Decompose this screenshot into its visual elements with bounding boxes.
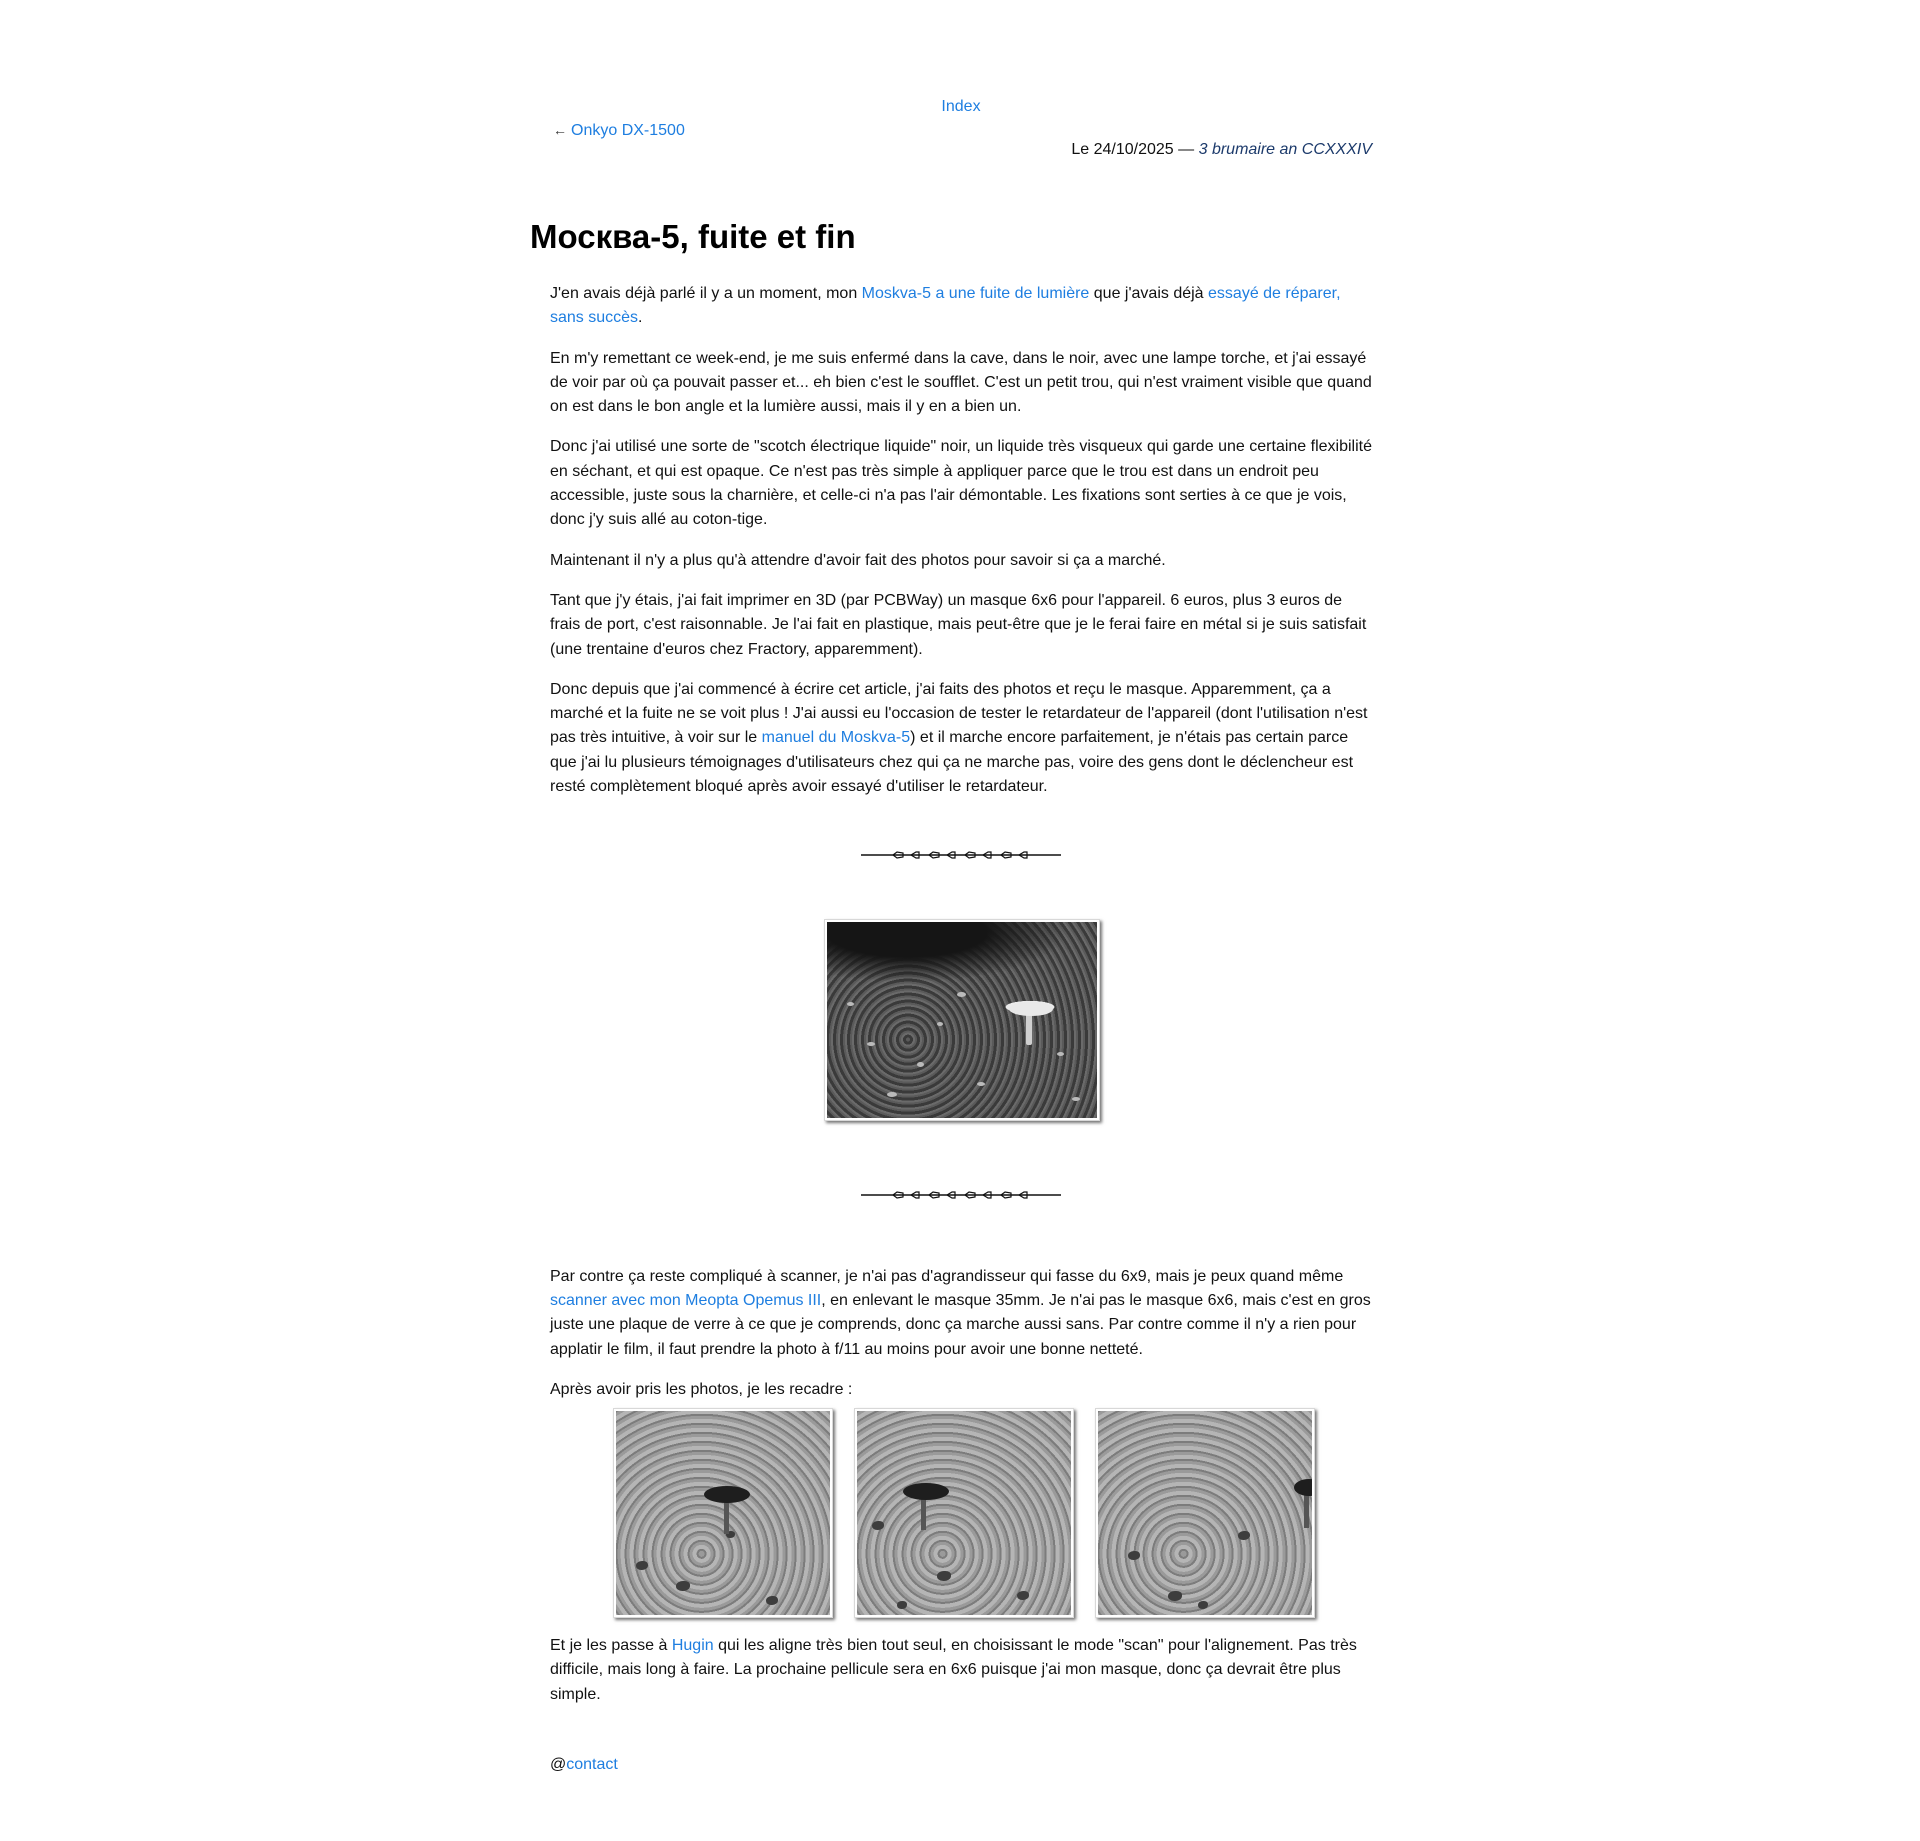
article-body (550, 282, 1372, 1777)
text: . (638, 309, 643, 327)
previous-article-link[interactable]: Onkyo DX-1500 (571, 122, 685, 139)
text: qui les aligne très bien tout seul, en choisissant le mode "scan" pour l'alignement. Pas très difficile, mais long à faire. La prochaine pellicule sera en 6x6 puisque j'ai mon masque, donc ça devrait être plus simple. (550, 1637, 1357, 1703)
moskva-manual-link[interactable]: manuel du Moskva-5 (761, 729, 911, 747)
contact-footer (550, 1753, 1372, 1777)
meopta-scan-link[interactable]: scanner avec mon Meopta Opemus III (550, 1291, 822, 1309)
paragraph: Après avoir pris les photos, je les recadre : (550, 1380, 853, 1398)
text: Par contre ça reste compliqué à scanner, je n'ai pas d'agrandisseur qui fasse du 6x9, mais je peux quand même (550, 1267, 1344, 1285)
main-photo-frame[interactable] (824, 919, 1100, 1121)
scan-photo-2[interactable] (857, 1411, 1071, 1615)
mushroom-photo[interactable] (827, 922, 1097, 1118)
light-leak-link[interactable]: Moskva-5 a une fuite de lumière (861, 285, 1090, 302)
index-link[interactable]: Index (941, 98, 981, 115)
text: ) et il marche encore parfaitement, je n'étais pas certain parce que j'ai lu plusieurs témoignages d'utilisateurs chez qui ça ne marche pas, voire des gens dont le déclencheur est resté complètement bloqué après avoir essayé d'utiliser le retardateur. (550, 729, 1354, 796)
scan-photo-3[interactable] (1098, 1411, 1312, 1615)
contact-link[interactable]: contact (566, 1756, 618, 1774)
paragraph: En m'y remettant ce week-end, je me suis enfermé dans la cave, dans le noir, avec une lampe torche, et j'ai essayé de voir par où ça pouvait passer et... eh bien c'est le soufflet. C'est un petit trou, qui n'est vraiment visible que quand on est dans le bon angle et la lumière aussi, mais il y en a bien un. (550, 349, 1372, 416)
ornament-divider-icon (861, 1187, 1061, 1201)
text: J'en avais déjà parlé il y a un moment, mon (550, 285, 862, 302)
section-divider (550, 847, 1372, 861)
left-arrow-icon: ← (553, 122, 567, 138)
paragraph (550, 1634, 1372, 1707)
at-sign: @ (550, 1756, 567, 1774)
text: Donc depuis que j'ai commencé à écrire cet article, j'ai faits des photos et reçu le masque. Apparemment, ça a marché et la fuite ne se voit plus ! J'ai aussi eu l'occasion de tester le retardateur de l'appareil (dont l'utilisation n'est pas très intuitive, à voir sur le (550, 680, 1368, 747)
scan-photo-frame[interactable] (1095, 1408, 1315, 1618)
scan-photo-1[interactable] (616, 1411, 830, 1615)
repair-attempt-link[interactable]: essayé de réparer, sans succès (550, 285, 1341, 327)
index-nav (530, 98, 1392, 116)
text: , en enlevant le masque 35mm. Je n'ai pas le masque 6x6, mais c'est en gros juste une plaque de verre à ce que je comprends, donc ça marche aussi sans. Par contre comme il n'y a rien pour applatir le film, il faut prendre la photo à f/11 au moins pour avoir une bonne netteté. (550, 1291, 1371, 1358)
publication-date (1071, 141, 1372, 159)
section-divider (550, 1187, 1372, 1201)
scan-photo-frame[interactable] (854, 1408, 1074, 1618)
gregorian-date: Le 24/10/2025 — (1071, 141, 1199, 158)
paragraph (550, 1265, 1372, 1362)
previous-article-nav (553, 122, 685, 140)
paragraph (550, 678, 1372, 799)
scan-photos-row (550, 1408, 1372, 1618)
ornament-divider-icon (861, 847, 1061, 861)
scan-photo-frame[interactable] (613, 1408, 833, 1618)
text: que j'avais déjà (1089, 285, 1209, 302)
text: Et je les passe à (550, 1637, 672, 1655)
paragraph: Tant que j'y étais, j'ai fait imprimer en 3D (par PCBWay) un masque 6x6 pour l'appareil. 6 euros, plus 3 euros de frais de port, c'est raisonnable. Je l'ai fait en plastique, mais peut-être que je le ferai faire en métal si je suis satisfait (une trentaine d'euros chez Fractory, apparemment). (550, 591, 1367, 658)
republican-date: 3 brumaire an CCXXXIV (1198, 141, 1372, 158)
article-title: Москва-5, fuite et fin (530, 218, 856, 255)
paragraph: Donc j'ai utilisé une sorte de "scotch électrique liquide" noir, un liquide très visqueux qui garde une certaine flexibilité en séchant, et qui est opaque. Ce n'est pas très simple à appliquer parce que le trou est dans un endroit peu accessible, juste sous la charnière, et celle-ci n'a pas l'air démontable. Les fixations sont serties à ce que je vois, donc j'y suis allé au coton-tige. (550, 438, 1372, 529)
paragraph: Maintenant il n'y a plus qu'à attendre d'avoir fait des photos pour savoir si ça a marché. (550, 551, 1166, 569)
hugin-link[interactable]: Hugin (671, 1637, 714, 1655)
paragraph (550, 282, 1372, 331)
main-photo-container (552, 919, 1372, 1126)
